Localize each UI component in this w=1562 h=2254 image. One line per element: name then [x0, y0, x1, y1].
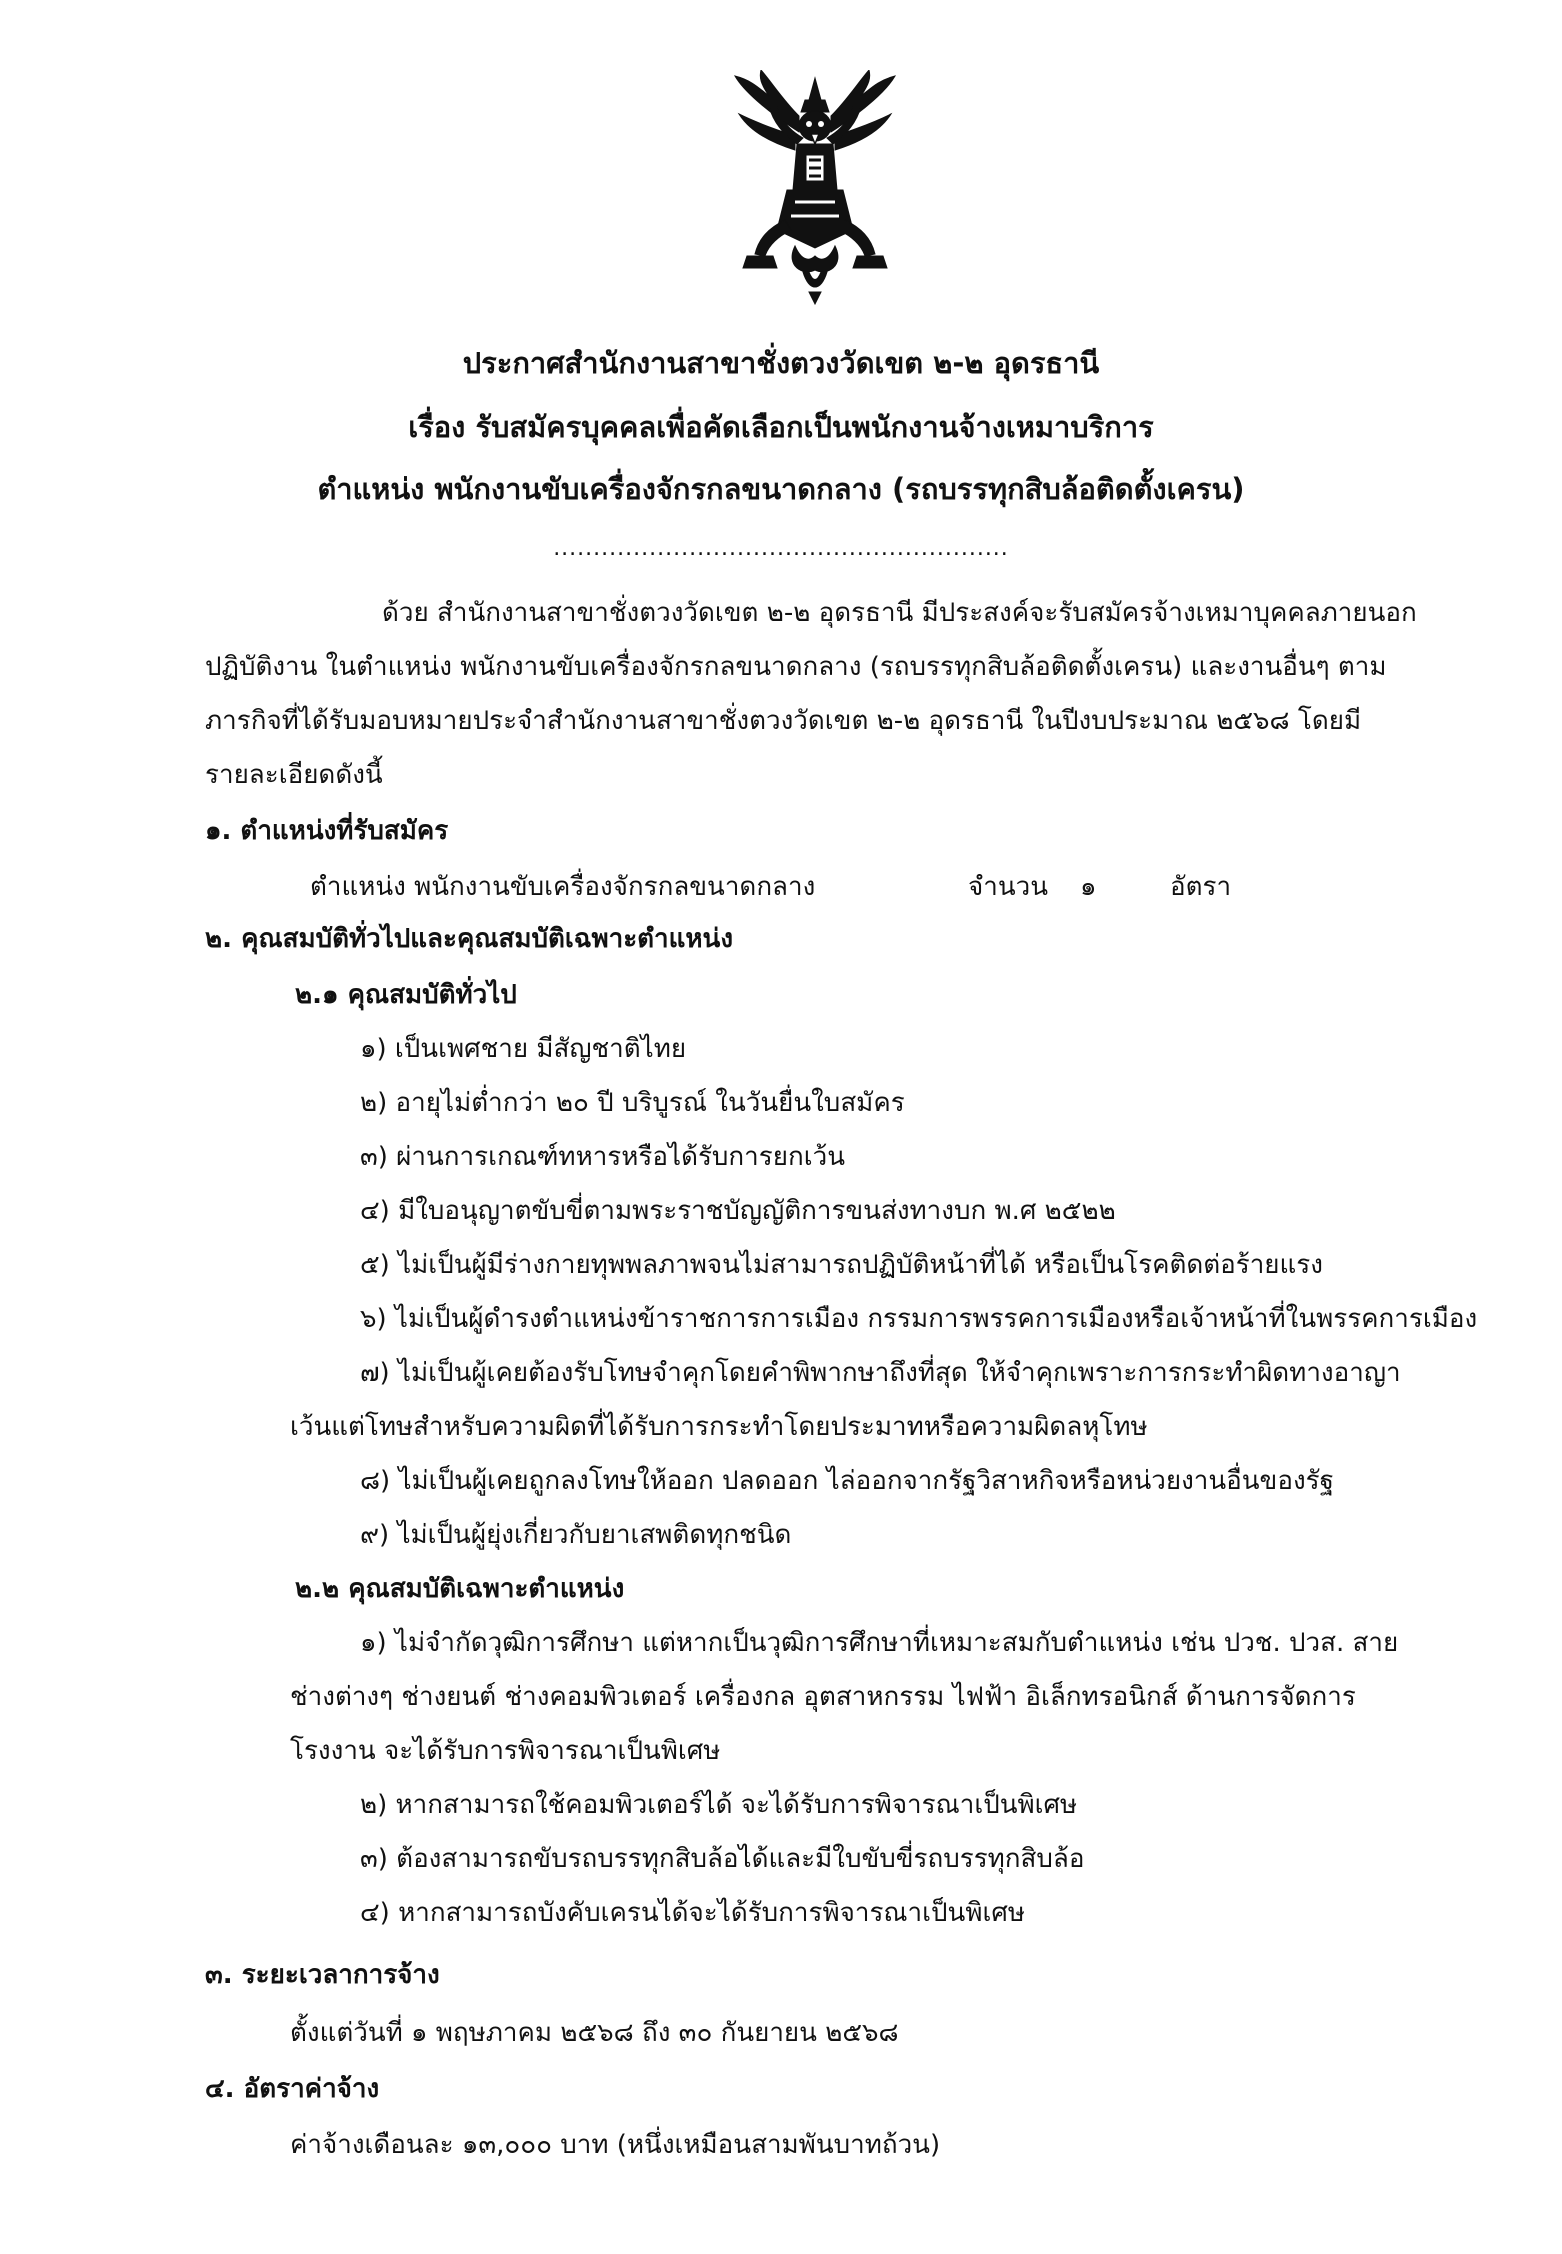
intro-line-2: ปฏิบัติงาน ในตำแหน่ง พนักงานขับเครื่องจักรกลขนาดกลาง (รถบรรทุกสิบล้อติดตั้งเครน) และงานอื่นๆ ตาม [205, 652, 1387, 682]
general-qual-item: ๔) มีใบอนุญาตขับขี่ตามพระราชบัญญัติการขนส่งทางบก พ.ศ ๒๕๒๒ [360, 1196, 1116, 1226]
general-qual-item: ๖) ไม่เป็นผู้ดำรงตำแหน่งข้าราชการการเมือง กรรมการพรรคการเมืองหรือเจ้าหน้าที่ในพรรคการเมือง [360, 1304, 1478, 1334]
specific-qual-item-continuation: ช่างต่างๆ ช่างยนต์ ช่างคอมพิวเตอร์ เครื่องกล อุตสาหกรรม ไฟฟ้า อิเล็กทรอนิกส์ ด้านการจัดการ [290, 1682, 1356, 1712]
specific-qual-item-continuation: โรงงาน จะได้รับการพิจารณาเป็นพิเศษ [290, 1736, 721, 1766]
employment-period: ตั้งแต่วันที่ ๑ พฤษภาคม ๒๕๖๘ ถึง ๓๐ กันยายน ๒๕๖๘ [290, 2018, 899, 2048]
section-4-heading: ๔. อัตราค่าจ้าง [205, 2074, 380, 2104]
announcement-position: ตำแหน่ง พนักงานขับเครื่องจักรกลขนาดกลาง (รถบรรทุกสิบล้อติดตั้งเครน) [317, 472, 1245, 506]
general-qual-item: ๒) อายุไม่ต่ำกว่า ๒๐ ปี บริบูรณ์ ในวันยื่นใบสมัคร [360, 1088, 905, 1118]
general-qual-item: ๑) เป็นเพศชาย มีสัญชาติไทย [360, 1034, 687, 1064]
wage-rate: ค่าจ้างเดือนละ ๑๓,๐๐๐ บาท (หนึ่งเหมือนสามพันบาทถ้วน) [290, 2130, 941, 2160]
intro-line-1: ด้วย สำนักงานสาขาชั่งตวงวัดเขต ๒-๒ อุดรธานี มีประสงค์จะรับสมัครจ้างเหมาบุคคลภายนอก [382, 598, 1417, 628]
section-1-count-value: ๑ [1080, 872, 1097, 902]
section-3-heading: ๓. ระยะเวลาการจ้าง [205, 1960, 440, 1990]
announcement-subject: เรื่อง รับสมัครบุคคลเพื่อคัดเลือกเป็นพนักงานจ้างเหมาบริการ [408, 410, 1154, 444]
section-2-2-heading: ๒.๒ คุณสมบัติเฉพาะตำแหน่ง [295, 1574, 625, 1604]
general-qual-item: ๙) ไม่เป็นผู้ยุ่งเกี่ยวกับยาเสพติดทุกชนิด [360, 1520, 792, 1550]
section-1-count-unit: อัตรา [1170, 872, 1232, 902]
separator-dots: ......................................................... [553, 536, 1009, 561]
specific-qual-item: ๑) ไม่จำกัดวุฒิการศึกษา แต่หากเป็นวุฒิการศึกษาที่เหมาะสมกับตำแหน่ง เช่น ปวช. ปวส. สาย [360, 1628, 1399, 1658]
general-qual-item: ๘) ไม่เป็นผู้เคยถูกลงโทษให้ออก ปลดออก ไล่ออกจากรัฐวิสาหกิจหรือหน่วยงานอื่นของรัฐ [360, 1466, 1334, 1496]
section-1-count-label: จำนวน [968, 872, 1048, 902]
specific-qual-item: ๔) หากสามารถบังคับเครนได้จะได้รับการพิจารณาเป็นพิเศษ [360, 1898, 1025, 1928]
general-qual-item: ๓) ผ่านการเกณฑ์ทหารหรือได้รับการยกเว้น [360, 1142, 845, 1172]
general-qual-item: ๕) ไม่เป็นผู้มีร่างกายทุพพลภาพจนไม่สามารถปฏิบัติหน้าที่ได้ หรือเป็นโรคติดต่อร้ายแรง [360, 1250, 1323, 1280]
section-1-position: ตำแหน่ง พนักงานขับเครื่องจักรกลขนาดกลาง [310, 872, 816, 902]
section-1-heading: ๑. ตำแหน่งที่รับสมัคร [205, 816, 449, 846]
intro-line-4: รายละเอียดดังนี้ [205, 760, 383, 790]
announcement-title: ประกาศสำนักงานสาขาชั่งตวงวัดเขต ๒-๒ อุดรธานี [462, 346, 1100, 380]
section-2-heading: ๒. คุณสมบัติทั่วไปและคุณสมบัติเฉพาะตำแหน่ง [205, 924, 734, 954]
intro-line-3: ภารกิจที่ได้รับมอบหมายประจำสำนักงานสาขาชั่งตวงวัดเขต ๒-๒ อุดรธานี ในปีงบประมาณ ๒๕๖๘ โดยมี [205, 706, 1362, 736]
specific-qual-item: ๓) ต้องสามารถขับรถบรรทุกสิบล้อได้และมีใบขับขี่รถบรรทุกสิบล้อ [360, 1844, 1085, 1874]
general-qual-item: ๗) ไม่เป็นผู้เคยต้องรับโทษจำคุกโดยคำพิพากษาถึงที่สุด ให้จำคุกเพราะการกระทำผิดทางอาญา [360, 1358, 1401, 1388]
garuda-emblem-icon [725, 70, 905, 305]
section-2-1-heading: ๒.๑ คุณสมบัติทั่วไป [295, 980, 517, 1010]
general-qual-item-continuation: เว้นแต่โทษสำหรับความผิดที่ได้รับการกระทำโดยประมาทหรือความผิดลหุโทษ [290, 1412, 1148, 1442]
specific-qual-item: ๒) หากสามารถใช้คอมพิวเตอร์ได้ จะได้รับการพิจารณาเป็นพิเศษ [360, 1790, 1078, 1820]
